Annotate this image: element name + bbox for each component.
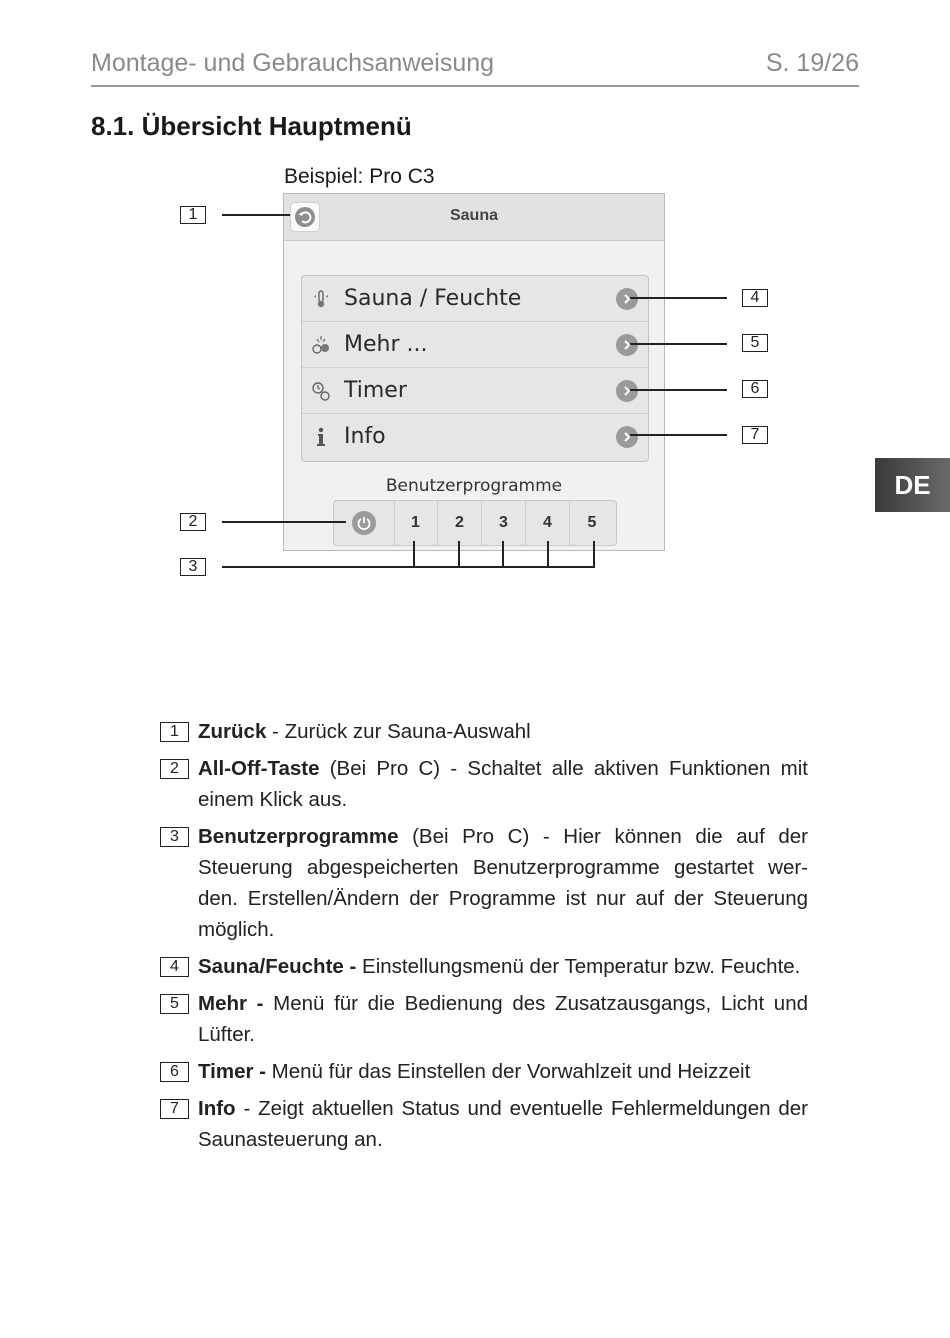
- thermometer-drop-icon: [310, 288, 332, 310]
- power-icon: [352, 511, 376, 535]
- legend-number: 2: [160, 759, 189, 779]
- callout-5: 5: [742, 334, 768, 352]
- document-title: Montage- und Gebrauchsanweisung: [91, 49, 495, 77]
- chevron-right-icon: [616, 426, 638, 448]
- menu-item-timer[interactable]: [302, 368, 648, 414]
- legend-term: Zurück: [198, 720, 267, 743]
- program-button-2[interactable]: 2: [438, 501, 482, 545]
- legend-item: [160, 753, 808, 815]
- menu-item-label: Sauna / Feuchte: [344, 286, 522, 311]
- leader-line-6: [630, 389, 727, 391]
- menu-item-sauna-humidity[interactable]: [302, 276, 648, 322]
- menu-item-info[interactable]: [302, 414, 648, 460]
- info-icon: [310, 426, 332, 448]
- legend-term: All-Off-Taste: [198, 757, 320, 780]
- legend-description: - Zurück zur Sauna-Auswahl: [266, 720, 531, 743]
- menu-item-more[interactable]: [302, 322, 648, 368]
- leader-tick: [458, 541, 460, 567]
- screen-top-bar: [284, 194, 664, 241]
- menu-item-label: Timer: [344, 378, 407, 403]
- menu-item-label: Info: [344, 424, 386, 449]
- figure-caption: Beispiel: Pro C3: [284, 165, 435, 188]
- legend-description: Einstellungsmenü der Temperatur bzw. Feuchte.: [356, 955, 801, 978]
- leader-tick: [502, 541, 504, 567]
- legend-number: 1: [160, 722, 189, 742]
- callout-7: 7: [742, 426, 768, 444]
- legend-description: (Bei Pro C) - Hier können die auf der Steuerung abgespeicherten Benutzerprogramme gestartet wer-den. Erstellen/Ändern der Programme ist nur auf der Steuerung möglich.: [198, 825, 808, 941]
- legend-number: 4: [160, 957, 189, 977]
- legend-term: Timer -: [198, 1060, 266, 1083]
- legend-description: (Bei Pro C) - Schaltet alle aktiven Funktionen mit einem Klick aus.: [198, 757, 808, 811]
- legend-item: [160, 716, 808, 747]
- user-programs-label: Benutzerprogramme: [385, 476, 563, 496]
- legend-description: Menü für die Bedienung des Zusatzausgangs, Licht und Lüfter.: [198, 992, 809, 1046]
- fan-light-icon: [310, 334, 332, 356]
- callout-2: 2: [180, 513, 206, 531]
- leader-line-5: [630, 343, 727, 345]
- section-title: 8.1. Übersicht Hauptmenü: [91, 111, 412, 141]
- legend-term: Mehr -: [198, 992, 264, 1015]
- legend-item: [160, 988, 808, 1050]
- legend-number: 3: [160, 827, 189, 847]
- timer-icon: [310, 380, 332, 402]
- leader-line-2: [222, 521, 346, 523]
- leader-line-1: [222, 214, 290, 216]
- legend-item: [160, 1093, 808, 1155]
- leader-tick: [413, 541, 415, 567]
- page-number: S. 19/26: [765, 49, 859, 77]
- legend-item: [160, 821, 808, 945]
- legend-number: 6: [160, 1062, 189, 1082]
- leader-tick: [593, 541, 595, 567]
- callout-6: 6: [742, 380, 768, 398]
- legend-term: Sauna/Feuchte -: [198, 955, 357, 978]
- screen-title: Sauna: [449, 207, 498, 224]
- program-button-5[interactable]: 5: [587, 514, 597, 531]
- callout-3: 3: [180, 558, 206, 576]
- menu-item-label: Mehr ...: [344, 332, 428, 357]
- all-off-button[interactable]: [334, 501, 395, 545]
- leader-tick: [547, 541, 549, 567]
- callout-4: 4: [742, 289, 768, 307]
- leader-line-3: [222, 566, 595, 568]
- legend-number: 5: [160, 994, 189, 1014]
- leader-line-4: [630, 297, 727, 299]
- user-programs-bar: [333, 500, 617, 546]
- leader-line-7: [630, 434, 727, 436]
- legend-description: Menü für das Einstellen der Vorwahlzeit und Heizzeit: [265, 1060, 751, 1083]
- legend-term: Info: [198, 1097, 236, 1120]
- device-screen: [283, 193, 665, 551]
- language-tab: DE: [875, 458, 950, 512]
- chevron-right-icon: [616, 334, 638, 356]
- chevron-right-icon: [616, 288, 638, 310]
- legend-term: Benutzerprogramme: [198, 825, 399, 848]
- chevron-right-icon: [616, 380, 638, 402]
- callout-1: 1: [180, 206, 206, 224]
- program-button-3[interactable]: 3: [482, 501, 526, 545]
- program-button-4[interactable]: 4: [526, 501, 570, 545]
- legend-description: - Zeigt aktuellen Status und eventuelle Fehlermeldungen der Saunasteuerung an.: [198, 1097, 808, 1151]
- header-divider: [91, 85, 859, 87]
- legend-item: [160, 1056, 808, 1087]
- legend-number: 7: [160, 1099, 189, 1119]
- legend-item: [160, 951, 808, 982]
- main-menu: [301, 275, 649, 462]
- program-button-1[interactable]: 1: [394, 501, 438, 545]
